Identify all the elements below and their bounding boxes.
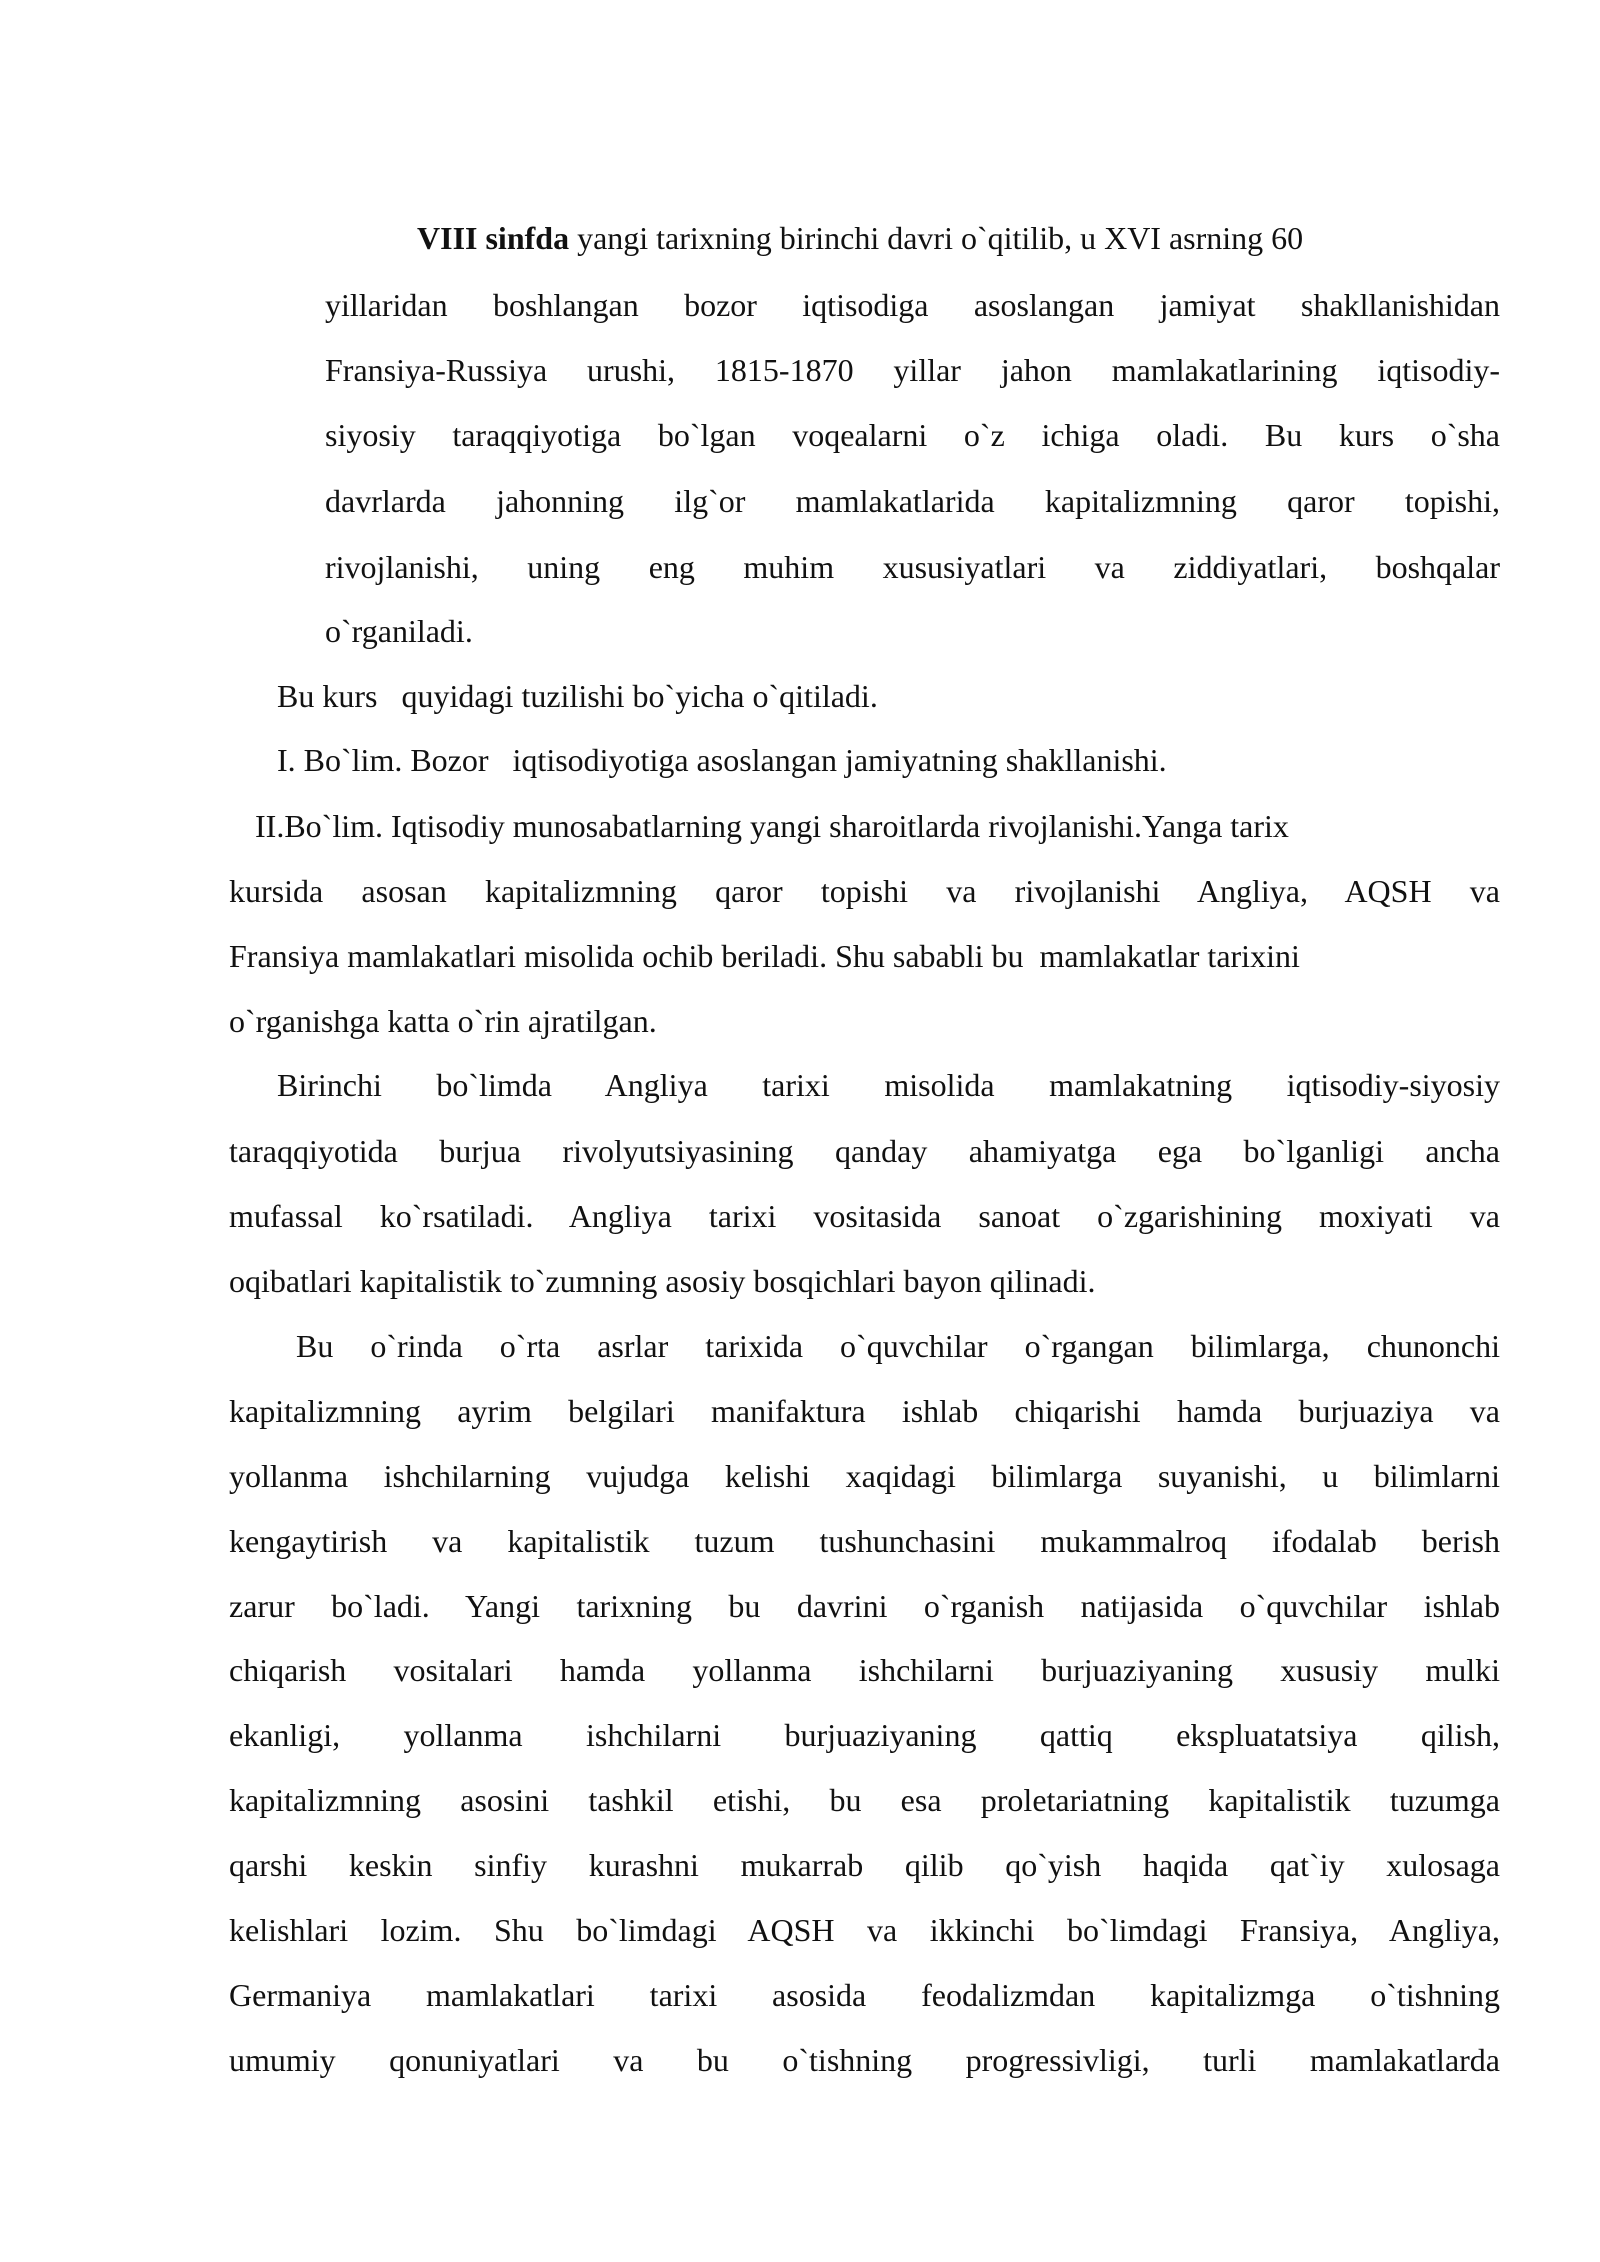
text-line: taraqqiyotida burjua rivolyutsiyasining qanday ahamiyatga ega bo`lganligi ancha [229, 1133, 1500, 1169]
text-line: qarshi keskin sinfiy kurashni mukarrab qilib qo`yish haqida qat`iy xulosaga [229, 1847, 1500, 1883]
text-line: kapitalizmning asosini tashkil etishi, bu esa proletariatning kapitalistik tuzumga [229, 1782, 1500, 1818]
text-line: VIII sinfda yangi tarixning birinchi davri o`qitilib, u XVI asrning 60 [417, 220, 1304, 256]
text-line: kursida asosan kapitalizmning qaror topishi va rivojlanishi Angliya, AQSH va [229, 873, 1500, 909]
text-line: o`rganiladi. [325, 613, 473, 649]
text-line: yillaridan boshlangan bozor iqtisodiga asoslangan jamiyat shakllanishidan [325, 287, 1500, 323]
text-line: I. Bo`lim. Bozor iqtisodiyotiga asoslangan jamiyatning shakllanishi. [277, 742, 1167, 778]
text-line: chiqarish vositalari hamda yollanma ishchilarni burjuaziyaning xususiy mulki [229, 1652, 1500, 1688]
text-line: kengaytirish va kapitalistik tuzum tushunchasini mukammalroq ifodalab berish [229, 1523, 1500, 1559]
text-line: Bu kurs quyidagi tuzilishi bo`yicha o`qitiladi. [277, 678, 878, 714]
text-line: umumiy qonuniyatlari va bu o`tishning progressivligi, turli mamlakatlarda [229, 2042, 1500, 2078]
text-line: kelishlari lozim. Shu bo`limdagi AQSH va ikkinchi bo`limdagi Fransiya, Angliya, [229, 1912, 1500, 1948]
text-line: Germaniya mamlakatlari tarixi asosida feodalizmdan kapitalizmga o`tishning [229, 1977, 1500, 2013]
text-line: zarur bo`ladi. Yangi tarixning bu davrini o`rganish natijasida o`quvchilar ishlab [229, 1588, 1500, 1624]
text-line: Fransiya-Russiya urushi, 1815-1870 yillar jahon mamlakatlarining iqtisodiy- [325, 352, 1500, 388]
text-line: o`rganishga katta o`rin ajratilgan. [229, 1003, 657, 1039]
lead-term: VIII sinfda [417, 220, 570, 256]
text-line: rivojlanishi, uning eng muhim xususiyatlari va ziddiyatlari, boshqalar [325, 549, 1500, 585]
text-line: siyosiy taraqqiyotiga bo`lgan voqealarni o`z ichiga oladi. Bu kurs o`sha [325, 417, 1500, 453]
text-line: Fransiya mamlakatlari misolida ochib beriladi. Shu sababli bu mamlakatlar tarixini [229, 938, 1300, 974]
text-line: davrlarda jahonning ilg`or mamlakatlarida kapitalizmning qaror topishi, [325, 483, 1500, 519]
text-line: mufassal ko`rsatiladi. Angliya tarixi vositasida sanoat o`zgarishining moxiyati va [229, 1198, 1500, 1234]
text-line: oqibatlari kapitalistik to`zumning asosiy bosqichlari bayon qilinadi. [229, 1263, 1096, 1299]
text-line: Bu o`rinda o`rta asrlar tarixida o`quvchilar o`rgangan bilimlarga, chunonchi [296, 1328, 1500, 1364]
text-line: yollanma ishchilarning vujudga kelishi xaqidagi bilimlarga suyanishi, u bilimlarni [229, 1458, 1500, 1494]
text-line: II.Bo`lim. Iqtisodiy munosabatlarning yangi sharoitlarda rivojlanishi.Yanga tarix [255, 808, 1289, 844]
text-line: Birinchi bo`limda Angliya tarixi misolida mamlakatning iqtisodiy-siyosiy [277, 1067, 1500, 1103]
text-line: ekanligi, yollanma ishchilarni burjuaziyaning qattiq ekspluatatsiya qilish, [229, 1717, 1500, 1753]
text-line: kapitalizmning ayrim belgilari manifaktura ishlab chiqarishi hamda burjuaziya va [229, 1393, 1500, 1429]
